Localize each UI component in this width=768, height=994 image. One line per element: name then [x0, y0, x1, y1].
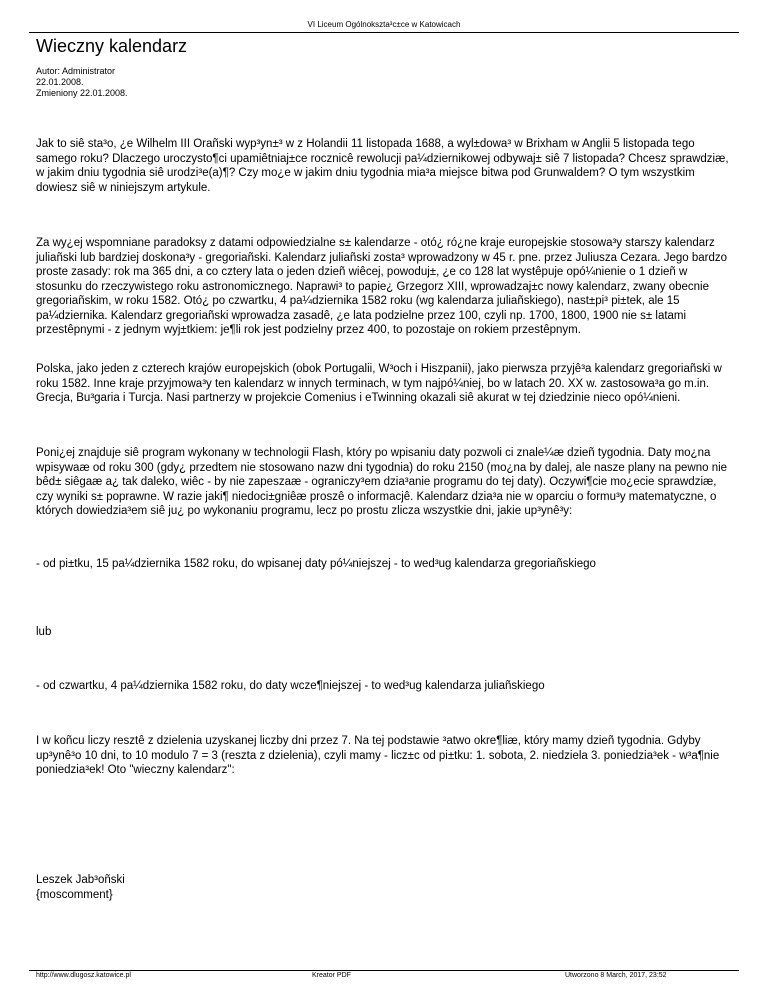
paragraph-program: Poni¿ej znajduje siê program wykonany w technologii Flash, który po wpisaniu daty pozwoli ci znale¼æ dzieñ tygodnia. Daty mo¿na wpisywaæ od roku 300 (gdy¿ przedtem nie stosowano nazw dni tygodnia) do roku 2150 (mo¿na by dalej, ale nasze plany na pewno nie bêd± siêgaæ a¿ tak daleko, wiêc - by nie zapeszaæ - ograniczy³em dzia³anie programu do tej daty). Oczywi¶cie mo¿ecie sprawdziæ, czy wyniki s± poprawne. W razie jaki¶ niedoci±gniêæ proszê o informacjê. Kalendarz dzia³a nie w oparciu o formu³y matematyczne, o których dowiedzia³em siê ju¿ po wykonaniu programu, lecz po prostu zlicza wszystkie dni, jakie up³ynê³y:	[36, 447, 728, 517]
author-line: Autor: Administrator	[36, 66, 116, 76]
article-meta	[36, 66, 128, 99]
paragraph-julian-rule: - od czwartku, 4 pa¼dziernika 1582 roku, do daty wcze¶niejszej - to wed³ug kalendarza juliañskiego	[36, 680, 545, 692]
modified-line: Zmieniony 22.01.2008.	[36, 88, 128, 98]
paragraph-calendars: Za wy¿ej wspomniane paradoksy z datami odpowiedzialne s± kalendarze - otó¿ ró¿ne kraje europejskie stosowa³y starszy kalendarz juliañski lub bardziej doskona³y - gregoriañski. Kalendarz juliañski zosta³ wprowadzony w 45 r. pne. przez Juliusza Cezara. Jego bardzo proste zasady: rok ma 365 dni, a co cztery lata o jeden dzieñ wiêcej, powoduj±, ¿e co 128 lat wystêpuje opó¼nienie o 1 dzieñ w stosunku do rzeczywistego roku astronomicznego. Naprawi³ to papie¿ Grzegorz XIII, wprowadzaj±c nowy kalendarz, zwany obecnie gregoriañskim, w roku 1582. Otó¿ po czwartku, 4 pa¼dziernika 1582 roku (wg kalendarza juliañskiego), nast±pi³ pi±tek, ale 15 pa¼dziernika. Kalendarz gregoriañski wprowadza zasadê, ¿e lata podzielne przez 100, czyli np. 1700, 1800, 1900 nie s± latami przestêpnymi - z jednym wyj±tkiem: je¶li rok jest podzielny przez 400, to pozostaje on rokiem przestêpnym.	[36, 237, 727, 336]
footer-generator: Kreator PDF	[312, 972, 351, 979]
moscomment-tag: {moscomment}	[36, 888, 113, 901]
article-title: Wieczny kalendarz	[36, 36, 188, 56]
footer-url: http://www.dlugosz.katowice.pl	[36, 972, 131, 979]
author-signature: Leszek Jab³oñski	[36, 874, 125, 886]
header-divider	[29, 32, 739, 33]
page-header: VI Liceum Ogólnokszta³c±ce w Katowicach	[307, 20, 461, 29]
footer-divider	[29, 970, 739, 971]
signature-block	[36, 873, 736, 902]
paragraph-modulo: I w koñcu liczy resztê z dzielenia uzyskanej liczby dni przez 7. Na tej podstawie ³atwo okre¶liæ, który mamy dzieñ tygodnia. Gdyby up³ynê³o 10 dni, to 10 modulo 7 = 3 (reszta z dzielenia), czyli mamy - licz±c od pi±tku: 1. sobota, 2. niedziela 3. poniedzia³ek - w³a¶nie poniedzia³ek! Oto "wieczny kalendarz":	[36, 735, 720, 776]
date-line: 22.01.2008.	[36, 77, 84, 87]
paragraph-intro: Jak to siê sta³o, ¿e Wilhelm III Orañski wyp³yn±³ w z Holandii 11 listopada 1688, a wyl±dowa³ w Brixham w Anglii 5 listopada tego samego roku? Dlaczego uroczysto¶ci upamiêtniaj±ce rocznicê rewolucji pa¼dziernikowej odbywaj± siê 7 listopada? Chcesz sprawdziæ, w jakim dniu tygodnia siê urodzi³e(a)¶? Czy mo¿e w jakim dniu tygodnia mia³a miejsce bitwa pod Grunwaldem? O tym wszystkim dowiesz siê w niniejszym artykule.	[36, 138, 729, 194]
paragraph-poland: Polska, jako jeden z czterech krajów europejskich (obok Portugalii, W³och i Hiszpanii), jako pierwsza przyjê³a kalendarz gregoriañski w roku 1582. Inne kraje przyjmowa³y ten kalendarz w innych terminach, w tym najpó¼niej, bo w latach 20. XX w. zastosowa³a go m.in. Grecja, Bu³garia i Turcja. Nasi partnerzy w projekcie Comenius i eTwinning okazali siê akurat w tej dziedzinie nieco opó¼nieni.	[36, 363, 722, 404]
paragraph-gregorian-rule: - od pi±tku, 15 pa¼dziernika 1582 roku, do wpisanej daty pó¼niejszej - to wed³ug kalendarza gregoriañskiego	[36, 558, 596, 570]
paragraph-or: lub	[36, 626, 52, 638]
footer-created: Utworzono 8 March, 2017, 23:52	[565, 972, 667, 979]
